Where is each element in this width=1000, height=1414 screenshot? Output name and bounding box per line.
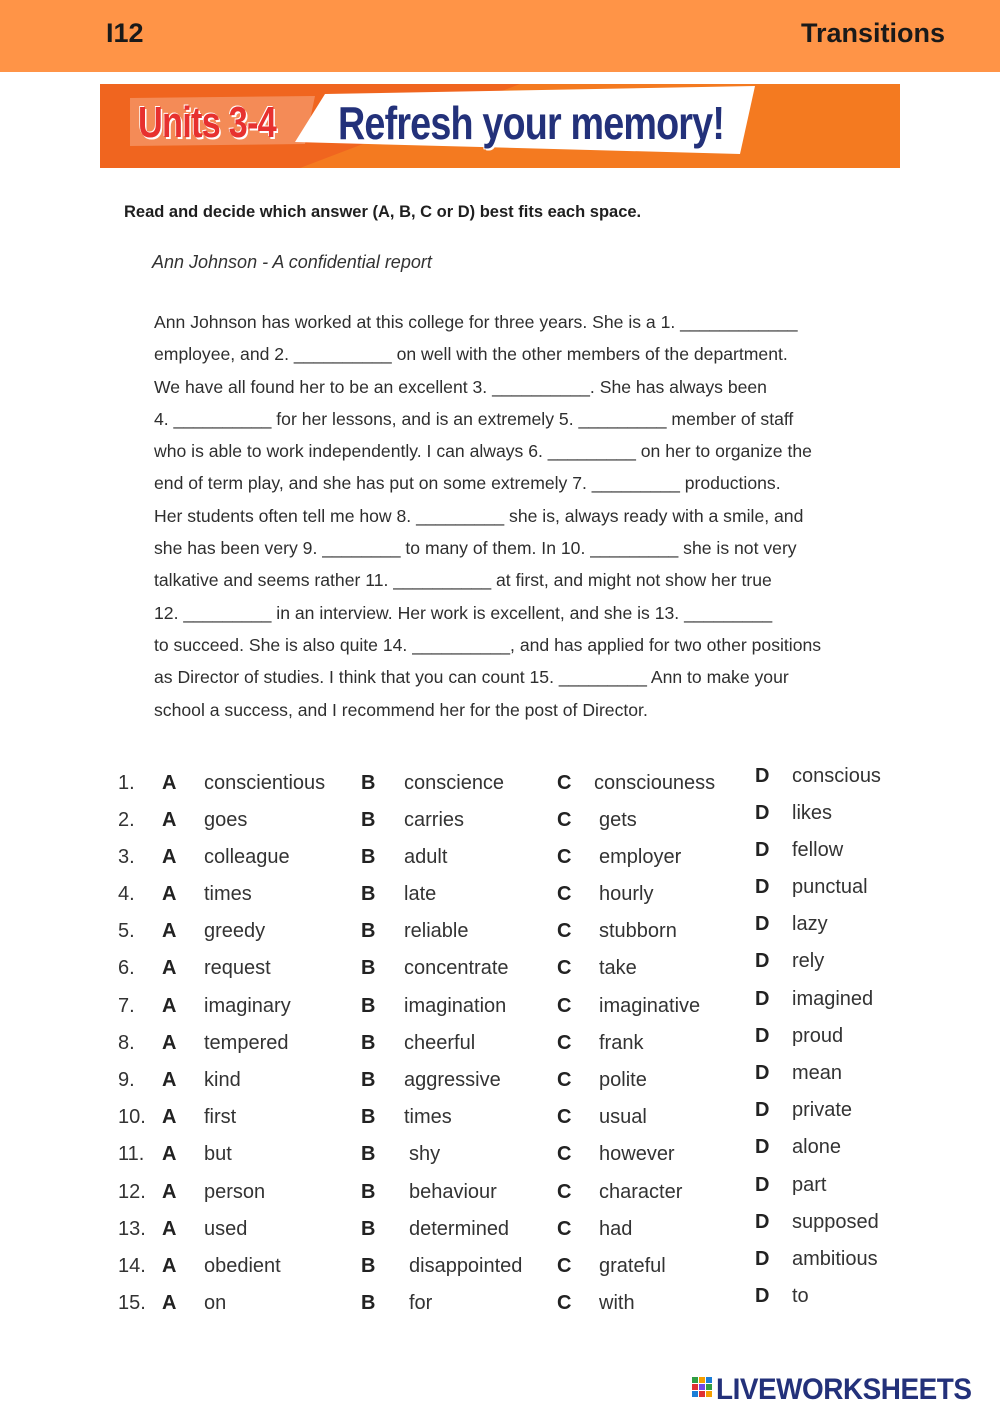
- passage-line: as Director of studies. I think that you can count 15. _________ Ann to make your: [154, 667, 789, 688]
- option-letter-c: C: [557, 1143, 572, 1165]
- option-c[interactable]: gets: [599, 809, 637, 831]
- option-b[interactable]: conscience: [404, 772, 505, 794]
- option-letter-a: A: [162, 809, 177, 831]
- option-d[interactable]: punctual: [792, 876, 868, 898]
- question-number: 1.: [118, 772, 135, 794]
- option-c[interactable]: employer: [599, 846, 682, 868]
- option-letter-a: A: [162, 920, 177, 942]
- question-row: [0, 839, 1000, 876]
- option-c[interactable]: with: [599, 1292, 635, 1314]
- option-letter-c: C: [557, 1255, 572, 1277]
- option-letter-c: C: [557, 920, 572, 942]
- passage-line: 12. _________ in an interview. Her work is excellent, and she is 13. _________: [154, 602, 773, 623]
- question-number: 11.: [118, 1143, 145, 1165]
- option-c[interactable]: usual: [599, 1106, 647, 1128]
- option-d[interactable]: fellow: [792, 839, 844, 861]
- question-row: [0, 1136, 1000, 1173]
- option-letter-d: D: [755, 1062, 770, 1084]
- question-row: [0, 988, 1000, 1025]
- option-letter-d: D: [755, 1136, 770, 1158]
- option-d[interactable]: conscious: [792, 765, 881, 787]
- option-letter-d: D: [755, 950, 770, 972]
- option-b[interactable]: carries: [404, 809, 465, 831]
- question-number: 3.: [118, 846, 135, 868]
- option-b[interactable]: cheerful: [404, 1032, 476, 1054]
- question-row: [0, 950, 1000, 987]
- question-row: [0, 802, 1000, 839]
- option-b[interactable]: imagination: [404, 995, 507, 1017]
- option-a[interactable]: kind: [204, 1069, 241, 1091]
- option-c[interactable]: grateful: [599, 1255, 666, 1277]
- option-d[interactable]: supposed: [792, 1211, 879, 1233]
- option-letter-b: B: [361, 846, 376, 868]
- option-d[interactable]: part: [792, 1174, 827, 1196]
- option-letter-b: B: [361, 1292, 376, 1314]
- option-b[interactable]: reliable: [404, 920, 469, 942]
- option-a[interactable]: conscientious: [204, 772, 326, 794]
- option-letter-d: D: [755, 1025, 770, 1047]
- option-a[interactable]: person: [204, 1181, 266, 1203]
- question-row: [0, 1248, 1000, 1285]
- question-number: 10.: [118, 1106, 146, 1128]
- option-letter-c: C: [557, 1181, 572, 1203]
- option-d[interactable]: lazy: [792, 913, 828, 935]
- option-letter-b: B: [361, 883, 376, 905]
- option-c[interactable]: stubborn: [599, 920, 677, 942]
- option-letter-c: C: [557, 1032, 572, 1054]
- option-letter-a: A: [162, 1106, 177, 1128]
- option-c[interactable]: had: [599, 1218, 633, 1240]
- option-b[interactable]: adult: [404, 846, 448, 868]
- option-a[interactable]: but: [204, 1143, 232, 1165]
- question-number: 8.: [118, 1032, 135, 1054]
- passage-line: employee, and 2. __________ on well with the other members of the department.: [154, 344, 788, 365]
- option-a[interactable]: imaginary: [204, 995, 291, 1017]
- brand-name: LIVEWORKSHEETS: [716, 1373, 972, 1406]
- question-row: [0, 1211, 1000, 1248]
- question-row: [0, 1062, 1000, 1099]
- option-letter-c: C: [557, 846, 572, 868]
- option-letter-c: C: [557, 809, 572, 831]
- passage-line: she has been very 9. ________ to many of them. In 10. _________ she is not very: [154, 538, 797, 559]
- report-subtitle: Ann Johnson - A confidential report: [152, 252, 432, 272]
- option-c[interactable]: consciouness: [594, 772, 716, 794]
- question-row: [0, 1285, 1000, 1322]
- question-row: [0, 913, 1000, 950]
- option-a[interactable]: goes: [204, 809, 248, 831]
- option-d[interactable]: likes: [792, 802, 833, 824]
- question-row: [0, 765, 1000, 802]
- option-c[interactable]: polite: [599, 1069, 647, 1091]
- question-number: 14.: [118, 1255, 146, 1277]
- option-letter-b: B: [361, 1143, 376, 1165]
- option-b[interactable]: for: [409, 1292, 433, 1314]
- option-letter-d: D: [755, 1174, 770, 1196]
- option-c[interactable]: imaginative: [599, 995, 701, 1017]
- option-letter-b: B: [361, 995, 376, 1017]
- option-letter-a: A: [162, 883, 177, 905]
- option-d[interactable]: to: [792, 1285, 809, 1307]
- option-b[interactable]: behaviour: [409, 1181, 497, 1203]
- option-a[interactable]: times: [204, 883, 252, 905]
- question-number: 15.: [118, 1292, 146, 1314]
- option-d[interactable]: mean: [792, 1062, 843, 1084]
- unit-banner: [100, 84, 900, 168]
- option-letter-a: A: [162, 1181, 177, 1203]
- option-letter-a: A: [162, 1069, 177, 1091]
- option-letter-a: A: [162, 1255, 177, 1277]
- option-b[interactable]: late: [404, 883, 437, 905]
- passage-line: We have all found her to be an excellent 3. __________. She has always been: [154, 376, 767, 397]
- option-letter-d: D: [755, 988, 770, 1010]
- passage-line: Ann Johnson has worked at this college for three years. She is a 1. ____________: [154, 312, 798, 332]
- top-header-bar: [0, 0, 1000, 72]
- option-a[interactable]: request: [204, 957, 271, 979]
- option-letter-d: D: [755, 1099, 770, 1121]
- option-letter-a: A: [162, 1292, 177, 1314]
- liveworksheets-mark-icon: [692, 1377, 714, 1401]
- question-number: 2.: [118, 809, 135, 831]
- banner-units-label: Units 3-4: [138, 98, 276, 147]
- banner-heading: Refresh your memory!: [338, 97, 725, 149]
- question-row: [0, 1025, 1000, 1062]
- option-letter-c: C: [557, 995, 572, 1017]
- option-letter-d: D: [755, 1211, 770, 1233]
- question-number: 13.: [118, 1218, 146, 1240]
- question-row: [0, 876, 1000, 913]
- question-number: 12.: [118, 1181, 146, 1203]
- option-a[interactable]: colleague: [204, 846, 290, 868]
- option-letter-d: D: [755, 876, 770, 898]
- option-a[interactable]: tempered: [204, 1032, 289, 1054]
- option-letter-b: B: [361, 1218, 376, 1240]
- option-letter-b: B: [361, 920, 376, 942]
- option-letter-c: C: [557, 772, 572, 794]
- option-d[interactable]: imagined: [792, 988, 874, 1010]
- option-letter-d: D: [755, 913, 770, 935]
- option-letter-a: A: [162, 846, 177, 868]
- option-b[interactable]: determined: [409, 1218, 510, 1240]
- option-a[interactable]: obedient: [204, 1255, 281, 1277]
- option-letter-d: D: [755, 1248, 770, 1270]
- option-letter-b: B: [361, 1255, 376, 1277]
- option-letter-a: A: [162, 1143, 177, 1165]
- passage-line: talkative and seems rather 11. __________ at first, and might not show her true: [154, 570, 772, 591]
- option-c[interactable]: hourly: [599, 883, 654, 905]
- question-number: 7.: [118, 995, 135, 1017]
- option-b[interactable]: times: [404, 1106, 452, 1128]
- passage-line: to succeed. She is also quite 14. __________, and has applied for two other positions: [154, 634, 822, 655]
- option-c[interactable]: however: [599, 1143, 675, 1165]
- option-c[interactable]: frank: [599, 1032, 644, 1054]
- question-number: 9.: [118, 1069, 135, 1091]
- option-letter-b: B: [361, 1181, 376, 1203]
- question-number: 5.: [118, 920, 135, 942]
- option-letter-b: B: [361, 957, 376, 979]
- option-letter-a: A: [162, 1218, 177, 1240]
- option-b[interactable]: concentrate: [404, 957, 509, 979]
- question-row: [0, 1099, 1000, 1136]
- option-letter-b: B: [361, 1106, 376, 1128]
- question-row: [0, 1174, 1000, 1211]
- option-letter-d: D: [755, 1285, 770, 1307]
- option-letter-c: C: [557, 1069, 572, 1091]
- option-letter-d: D: [755, 802, 770, 824]
- passage-line: school a success, and I recommend her for the post of Director.: [154, 699, 648, 720]
- option-c[interactable]: take: [599, 957, 637, 979]
- report-passage: [154, 306, 914, 726]
- option-letter-a: A: [162, 772, 177, 794]
- option-b[interactable]: aggressive: [404, 1069, 501, 1091]
- worksheet-code: I12: [106, 18, 144, 48]
- option-letter-c: C: [557, 1106, 572, 1128]
- option-a[interactable]: first: [204, 1106, 237, 1128]
- option-b[interactable]: disappointed: [409, 1255, 523, 1277]
- option-letter-b: B: [361, 1032, 376, 1054]
- option-letter-b: B: [361, 1069, 376, 1091]
- option-d[interactable]: rely: [792, 950, 825, 972]
- option-letter-a: A: [162, 1032, 177, 1054]
- option-a[interactable]: greedy: [204, 920, 266, 942]
- question-number: 4.: [118, 883, 135, 905]
- option-b[interactable]: shy: [409, 1143, 441, 1165]
- option-letter-b: B: [361, 772, 376, 794]
- option-letter-a: A: [162, 995, 177, 1017]
- instruction-text: Read and decide which answer (A, B, C or D) best fits each space.: [124, 203, 642, 221]
- option-letter-c: C: [557, 1292, 572, 1314]
- worksheet-title: Transitions: [800, 18, 945, 48]
- option-a[interactable]: used: [204, 1218, 248, 1240]
- option-letter-c: C: [557, 957, 572, 979]
- option-letter-d: D: [755, 839, 770, 861]
- passage-line: Her students often tell me how 8. _________ she is, always ready with a smile, and: [154, 505, 804, 526]
- option-letter-c: C: [557, 1218, 572, 1240]
- option-letter-b: B: [361, 809, 376, 831]
- option-letter-c: C: [557, 883, 572, 905]
- option-a[interactable]: on: [204, 1292, 227, 1314]
- option-d[interactable]: ambitious: [792, 1248, 878, 1270]
- passage-line: end of term play, and she has put on some extremely 7. _________ productions.: [154, 473, 781, 494]
- option-letter-d: D: [755, 765, 770, 787]
- passage-line: 4. __________ for her lessons, and is an extremely 5. _________ member of staff: [154, 408, 794, 429]
- option-d[interactable]: private: [792, 1099, 853, 1121]
- question-number: 6.: [118, 957, 135, 979]
- option-letter-a: A: [162, 957, 177, 979]
- option-d[interactable]: alone: [792, 1136, 841, 1158]
- passage-line: who is able to work independently. I can always 6. _________ on her to organize the: [154, 441, 812, 462]
- option-c[interactable]: character: [599, 1181, 683, 1203]
- option-d[interactable]: proud: [792, 1025, 844, 1047]
